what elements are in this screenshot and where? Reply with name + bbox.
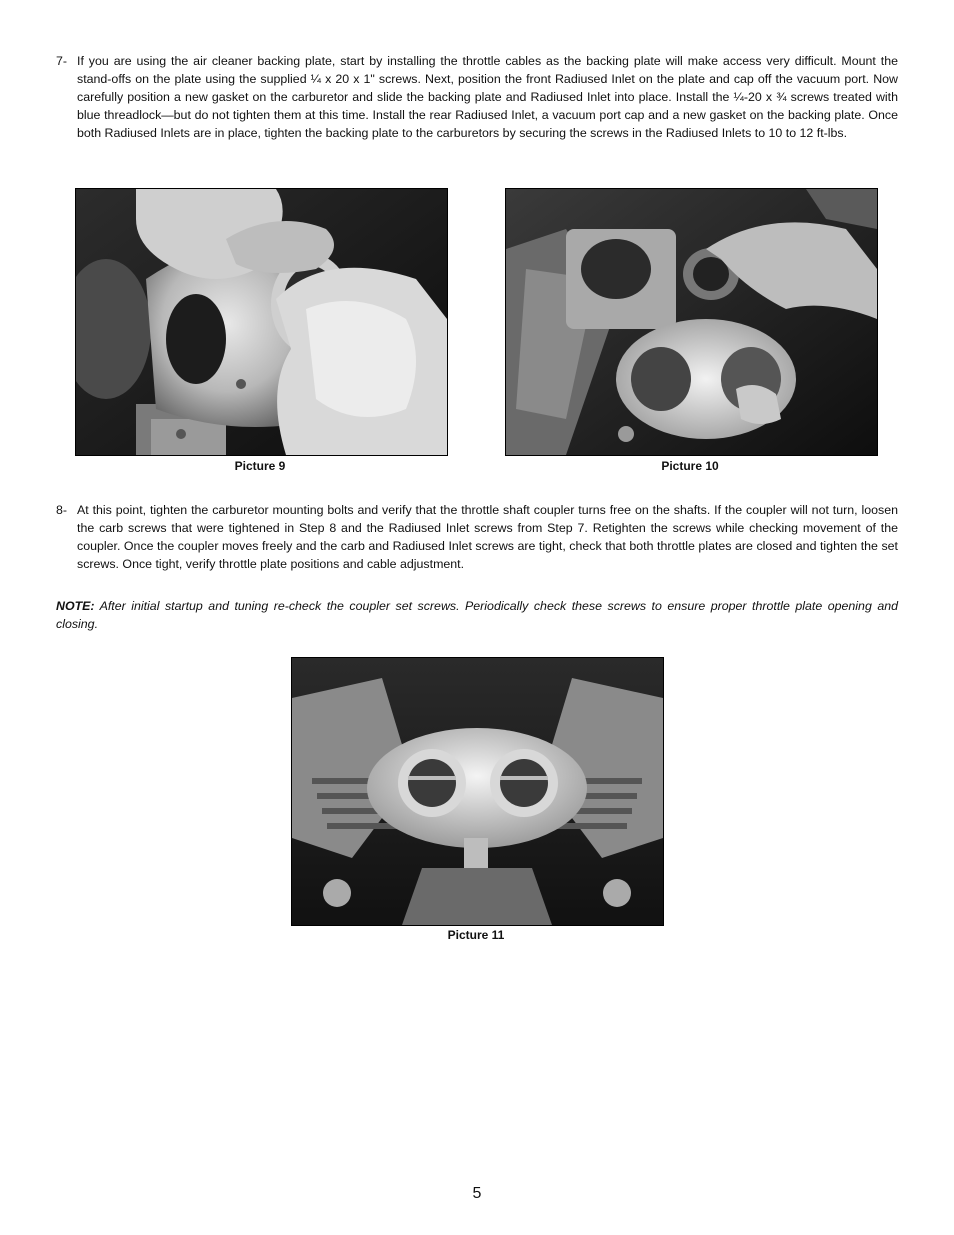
step-8 xyxy=(56,501,898,573)
picture-10-caption: Picture 10 xyxy=(661,459,719,473)
picture-11-image xyxy=(292,658,663,925)
step-7 xyxy=(56,52,898,142)
picture-11-photo xyxy=(291,657,664,926)
picture-9-image xyxy=(76,189,447,455)
picture-11-caption: Picture 11 xyxy=(447,928,505,942)
step-8-number: 8- xyxy=(56,503,68,517)
step-8-text: At this point, tighten the carburetor mounting bolts and verify that the throttle shaft coupler turns free on the shafts. If the coupler will not turn, loosen the carb screws that were tightened in Step 8 and the Radiused Inlet screws from Step 7. Retighten the screws while checking movement of the coupler. Once the coupler moves freely and the carb and Radiused Inlet screws are tight, check that both throttle plates are closed and tighten the set screws. Once tight, verify throttle plate positions and cable adjustment. xyxy=(77,503,898,571)
note-text: After initial startup and tuning re-check the coupler set screws. Periodically check these screws to ensure proper throttle plate opening and closing. xyxy=(56,599,898,631)
page-number: 5 xyxy=(472,1185,482,1202)
picture-10-photo xyxy=(505,188,878,456)
note-label: NOTE: xyxy=(56,599,95,613)
step-7-number: 7- xyxy=(56,54,68,68)
picture-9-caption: Picture 9 xyxy=(234,459,286,473)
picture-9-photo xyxy=(75,188,448,456)
note xyxy=(56,597,898,633)
picture-10-image xyxy=(506,189,877,455)
step-7-text: If you are using the air cleaner backing plate, start by installing the throttle cables as the backing plate will make access very difficult. Mount the stand-offs on the plate using the supplied ¼ x 20 x 1" screws. Next, position the front Radiused Inlet on the plate and cap off the vacuum port. Now carefully position a new gasket on the carburetor and slide the backing plate and Radiused Inlet into place. Install the ¼-20 x ¾ screws treated with blue threadlock—but do not tighten them at this time. Install the rear Radiused Inlet, a vacuum port cap and a new gasket on the backing plate. Once both Radiused Inlets are in place, tighten the backing plate to the carburetors by securing the screws in the Radiused Inlets to 10 to 12 ft-lbs. xyxy=(77,54,898,140)
